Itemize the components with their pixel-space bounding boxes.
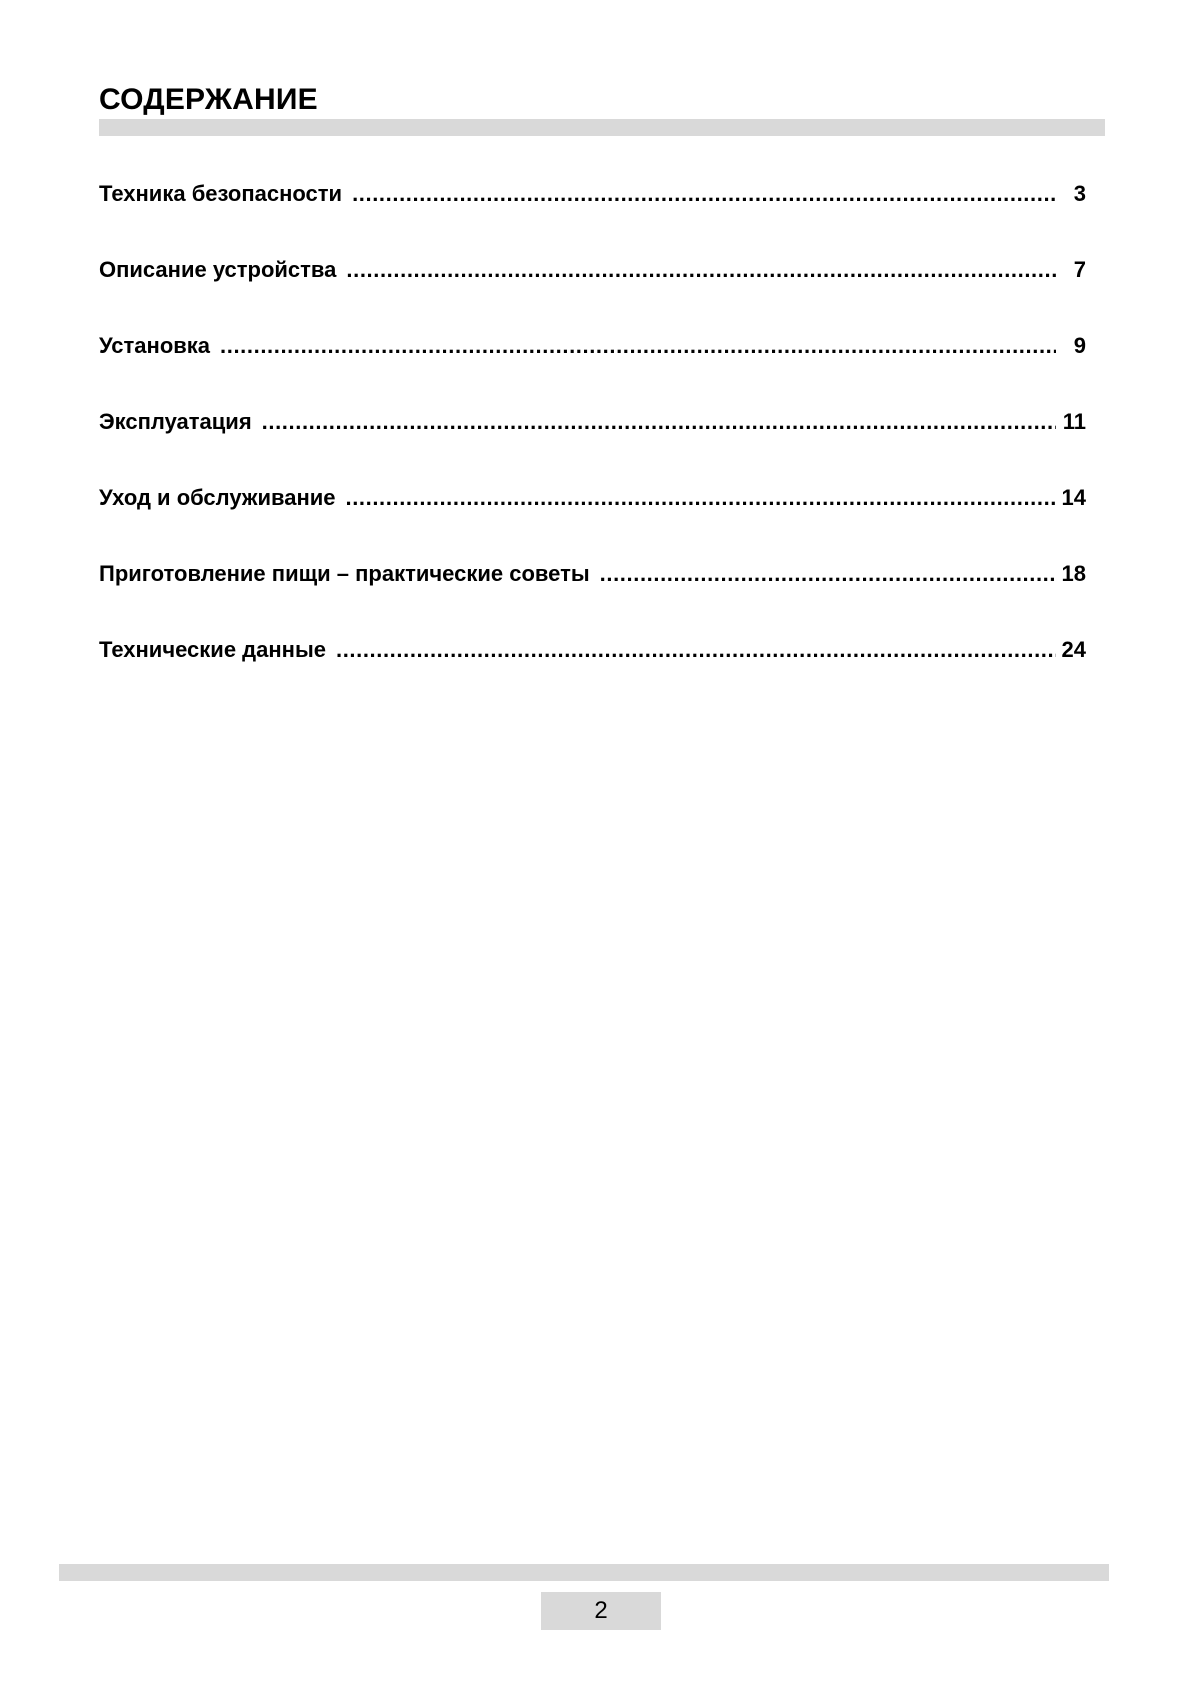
toc-entry-cooking-tips[interactable] [99, 556, 1086, 632]
page-title: СОДЕРЖАНИЕ [99, 83, 318, 116]
toc-entry-safety[interactable] [99, 176, 1086, 252]
title-underline-bar [99, 119, 1105, 136]
toc-entry-operation[interactable] [99, 404, 1086, 480]
page-number-box [541, 1592, 661, 1630]
toc-dot-leader [262, 404, 1056, 440]
toc-entry-installation[interactable] [99, 328, 1086, 404]
toc-entry-label: Эксплуатация [99, 409, 252, 434]
toc-entry-technical-data[interactable] [99, 632, 1086, 708]
toc-entry-page-number: 3 [1073, 181, 1086, 206]
toc-row [99, 480, 1086, 516]
toc-row [99, 252, 1086, 288]
toc-dot-leader [336, 632, 1056, 668]
toc-dot-leader [220, 328, 1056, 364]
toc-entry-page-number: 18 [1061, 561, 1086, 586]
toc-row [99, 176, 1086, 212]
toc-entry-label: Приготовление пищи – практические советы [99, 561, 590, 586]
toc-entry-label: Уход и обслуживание [99, 485, 336, 510]
toc-row [99, 556, 1086, 592]
toc-entry-label: Техника безопасности [99, 181, 343, 206]
toc-entry-label: Установка [99, 333, 211, 358]
footer-bar [59, 1564, 1109, 1581]
toc-row [99, 404, 1086, 440]
toc-entry-label: Технические данные [99, 637, 326, 662]
toc-entry-device-description[interactable] [99, 252, 1086, 328]
toc-dot-leader [600, 556, 1056, 592]
toc-row [99, 632, 1086, 668]
toc-row [99, 328, 1086, 364]
toc-entry-page-number: 24 [1061, 637, 1086, 662]
toc-dot-leader [352, 176, 1056, 212]
toc-dot-leader [346, 252, 1056, 288]
toc-entry-care-maintenance[interactable] [99, 480, 1086, 556]
toc-entry-page-number: 7 [1073, 257, 1086, 282]
table-of-contents [99, 176, 1086, 708]
toc-entry-page-number: 11 [1062, 409, 1086, 434]
toc-entry-page-number: 9 [1073, 333, 1086, 358]
toc-entry-label: Описание устройства [99, 257, 337, 282]
toc-dot-leader [346, 480, 1057, 516]
toc-entry-page-number: 14 [1061, 485, 1086, 510]
page-number: 2 [594, 1597, 608, 1624]
